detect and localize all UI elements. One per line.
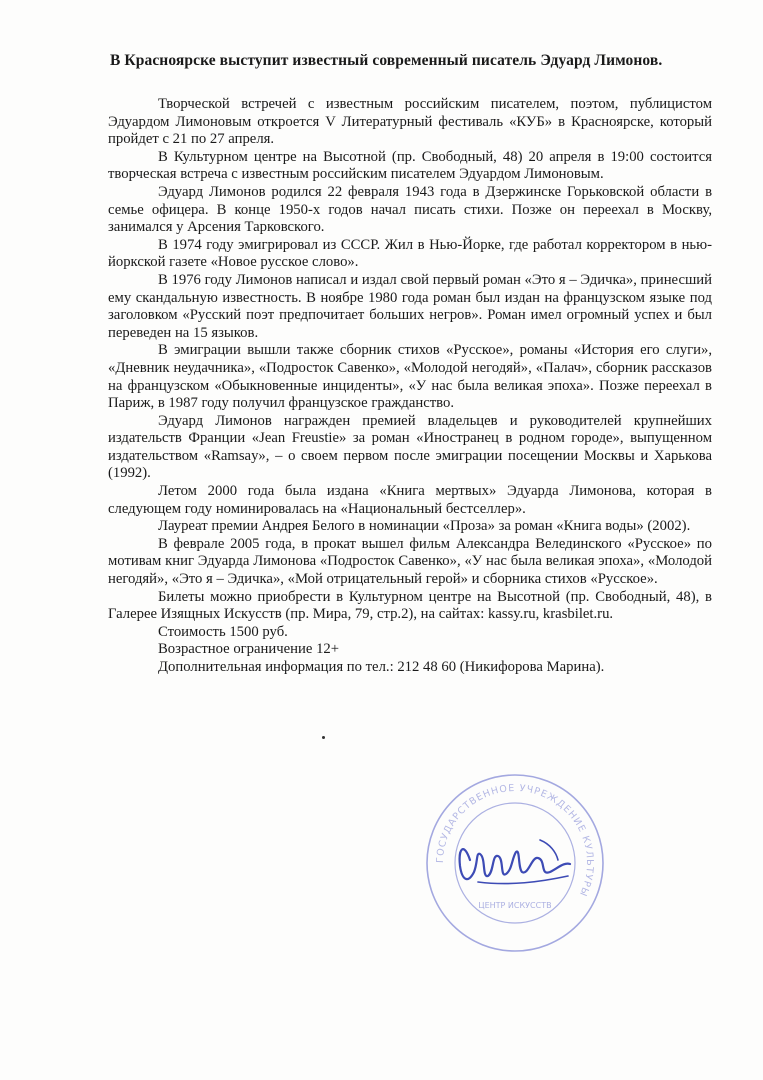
paragraph-film: В феврале 2005 года, в прокат вышел фильм Александра Велединского «Русское» по мотивам книг Эдуарда Лимонова «Подросток Савенко», «У нас была великая эпоха», «Молодой негодяй», «Это я – Эдичка», «Мой отрицательный герой» и сборника стихов «Русское». bbox=[108, 535, 712, 588]
ink-speck bbox=[322, 736, 325, 739]
contact-info: Дополнительная информация по тел.: 212 48 60 (Никифорова Марина). bbox=[158, 659, 605, 675]
paragraph-emigration: В 1974 году эмигрировал из СССР. Жил в Нью-Йорке, где работал корректором в нью-йоркской газете «Новое русское слово». bbox=[108, 236, 712, 271]
paragraph-book-of-dead: Летом 2000 года была издана «Книга мертвых» Эдуарда Лимонова, которая в следующем году номинировалась на «Национальный бестселлер». bbox=[108, 483, 712, 517]
age-limit: Возрастное ограничение 12+ bbox=[158, 641, 340, 658]
document-title: В Красноярске выступит известный современный писатель Эдуард Лимонов. bbox=[110, 52, 663, 69]
paragraph-works-in-emigration: В эмиграции вышли также сборник стихов «Русское», романы «История его слуги», «Дневник неудачника», «Подросток Савенко», «Молодой негодяй», «Палач», сборник рассказов на французском «Обыкновенные инциденты», «У нас была великая эпоха». Позже переехал в Париж, в 1987 году получил французское гражданство. bbox=[108, 342, 712, 412]
paragraph-meeting-details: В Культурном центре на Высотной (пр. Свободный, 48) 20 апреля в 19:00 состоится творческая встреча с известным российским писателем Эдуардом Лимоновым. bbox=[108, 148, 712, 183]
ticket-price: Стоимость 1500 руб. bbox=[158, 623, 288, 640]
stamp-ring-text: ГОСУДАРСТВЕННОЕ УЧРЕЖДЕНИЕ КУЛЬТУРЫ bbox=[434, 782, 596, 899]
document-body bbox=[108, 96, 712, 677]
paragraph-tickets: Билеты можно приобрести в Культурном центре на Высотной (пр. Свободный, 48), в Галерее Изящных Искусств (пр. Мира, 79, стр.2), на сайтах: kassy.ru, krasbilet.ru. bbox=[108, 588, 712, 623]
paragraph-bely-prize: Лауреат премии Андрея Белого в номинации «Проза» за роман «Книга воды» (2002). bbox=[158, 518, 691, 535]
paragraph-festival-opening: Творческой встречей с известным российским писателем, поэтом, публицистом Эдуардом Лимоновым откроется V Литературный фестиваль «КУБ» в Красноярске, который пройдет с 21 по 27 апреля. bbox=[108, 96, 712, 148]
paragraph-award: Эдуард Лимонов награжден премией владельцев и руководителей крупнейших издательств Франции «Jean Freustie» за роман «Иностранец в родном городе», выпущенном издательством «Ramsay», – о своем первом после эмиграции посещении Москвы и Харькова (1992). bbox=[108, 412, 712, 482]
paragraph-biography: Эдуард Лимонов родился 22 февраля 1943 года в Дзержинске Горьковской области в семье офицера. В конце 1950-х годов начал писать стихи. Позже он переехал в Москву, занимался у Арсения Тарковского. bbox=[108, 183, 712, 236]
paragraph-first-novel: В 1976 году Лимонов написал и издал свой первый роман «Это я – Эдичка», принесший ему скандальную известность. В ноябре 1980 года роман был издан на французском языке под заголовком «Русский поэт предпочитает больших негров». Роман имел огромный успех и был переведен на 15 языков. bbox=[108, 271, 712, 341]
stamp-seal-icon bbox=[420, 768, 610, 958]
stamp-center-text: ЦЕНТР ИСКУССТВ bbox=[478, 901, 552, 910]
official-stamp bbox=[420, 768, 610, 958]
signature-icon bbox=[460, 840, 570, 884]
